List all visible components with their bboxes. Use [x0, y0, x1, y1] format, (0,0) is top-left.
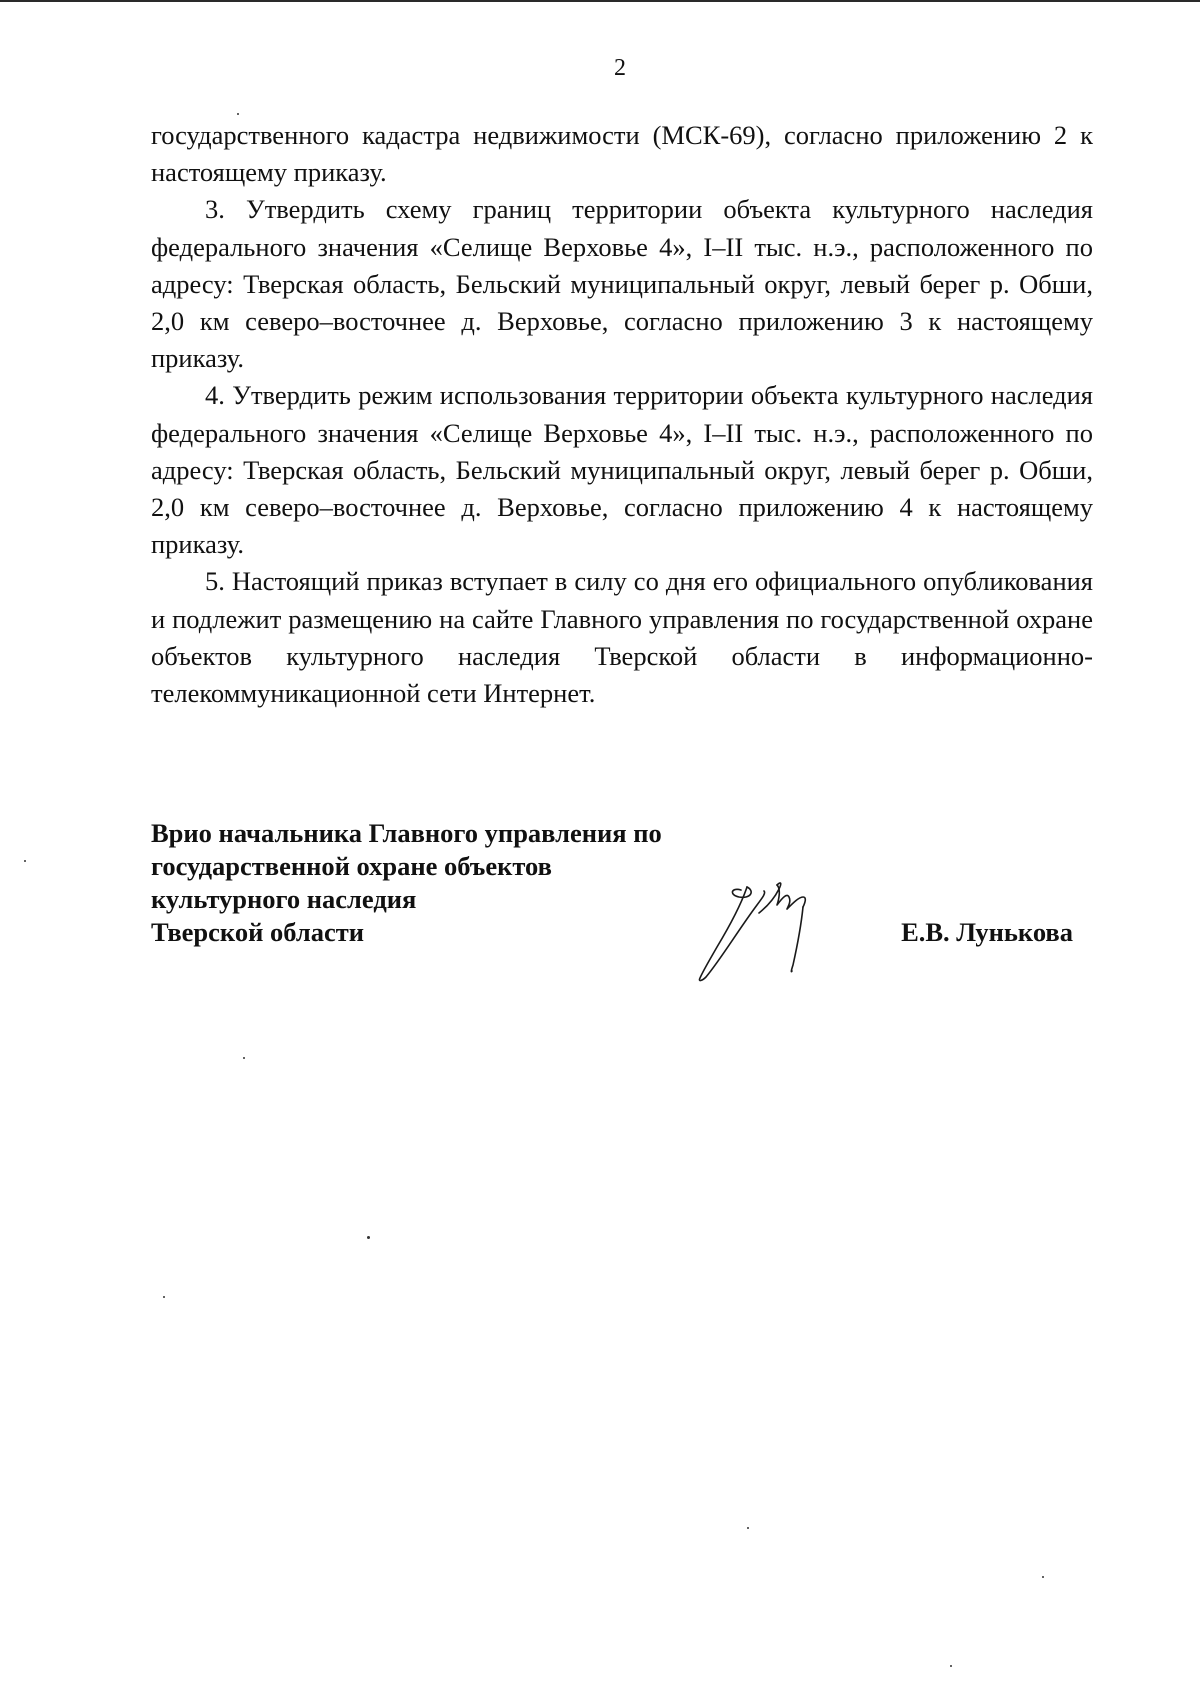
- paragraph-item-4: 4. Утвердить режим использования территории объекта культурного наследия федерального значения «Селище Верховье 4», I–II тыс. н.э., расположенного по адресу: Тверская область, Бельский муниципальный округ, левый берег р. Обши, 2,0 км северо–восточнее д. Верховье, согласно приложению 4 к настоящему приказу.: [151, 380, 1093, 560]
- scan-speck: [1042, 1576, 1044, 1578]
- paragraph-item-5: 5. Настоящий приказ вступает в силу со дня его официального опубликования и подлежит размещению на сайте Главного управления по государственной охране объектов культурного наследия Тверской области в информационно-телекоммуникационной сети Интернет.: [151, 566, 1093, 709]
- signer-position-line: Врио начальника Главного управления по: [151, 818, 662, 848]
- paragraph-continuation: государственного кадастра недвижимости (МСК-69), согласно приложению 2 к настоящему приказу.: [151, 120, 1093, 188]
- signer-position-line: культурного наследия: [151, 884, 417, 914]
- scan-speck: [367, 1236, 370, 1239]
- scan-speck: [243, 1057, 245, 1059]
- signer-name: Е.В. Лунькова: [901, 917, 1073, 947]
- scan-top-border: [0, 0, 1200, 2]
- page-number: 2: [614, 55, 626, 81]
- signature-block: [151, 817, 1093, 997]
- signer-position-line: государственной охране объектов: [151, 851, 552, 881]
- scan-speck: [950, 1665, 952, 1667]
- paragraph-item-3: 3. Утвердить схему границ территории объекта культурного наследия федерального значения «Селище Верховье 4», I–II тыс. н.э., расположенного по адресу: Тверская область, Бельский муниципальный округ, левый берег р. Обши, 2,0 км северо–восточнее д. Верховье, согласно приложению 3 к настоящему приказу.: [151, 194, 1093, 374]
- scan-speck: [24, 860, 26, 862]
- scan-speck: [237, 113, 239, 115]
- document-body: [151, 117, 1093, 712]
- signer-position: [151, 817, 662, 949]
- scan-speck: [747, 1527, 749, 1529]
- handwritten-signature-icon: [651, 847, 851, 997]
- signer-position-line: Тверской области: [151, 917, 364, 947]
- scan-speck: [163, 1296, 165, 1298]
